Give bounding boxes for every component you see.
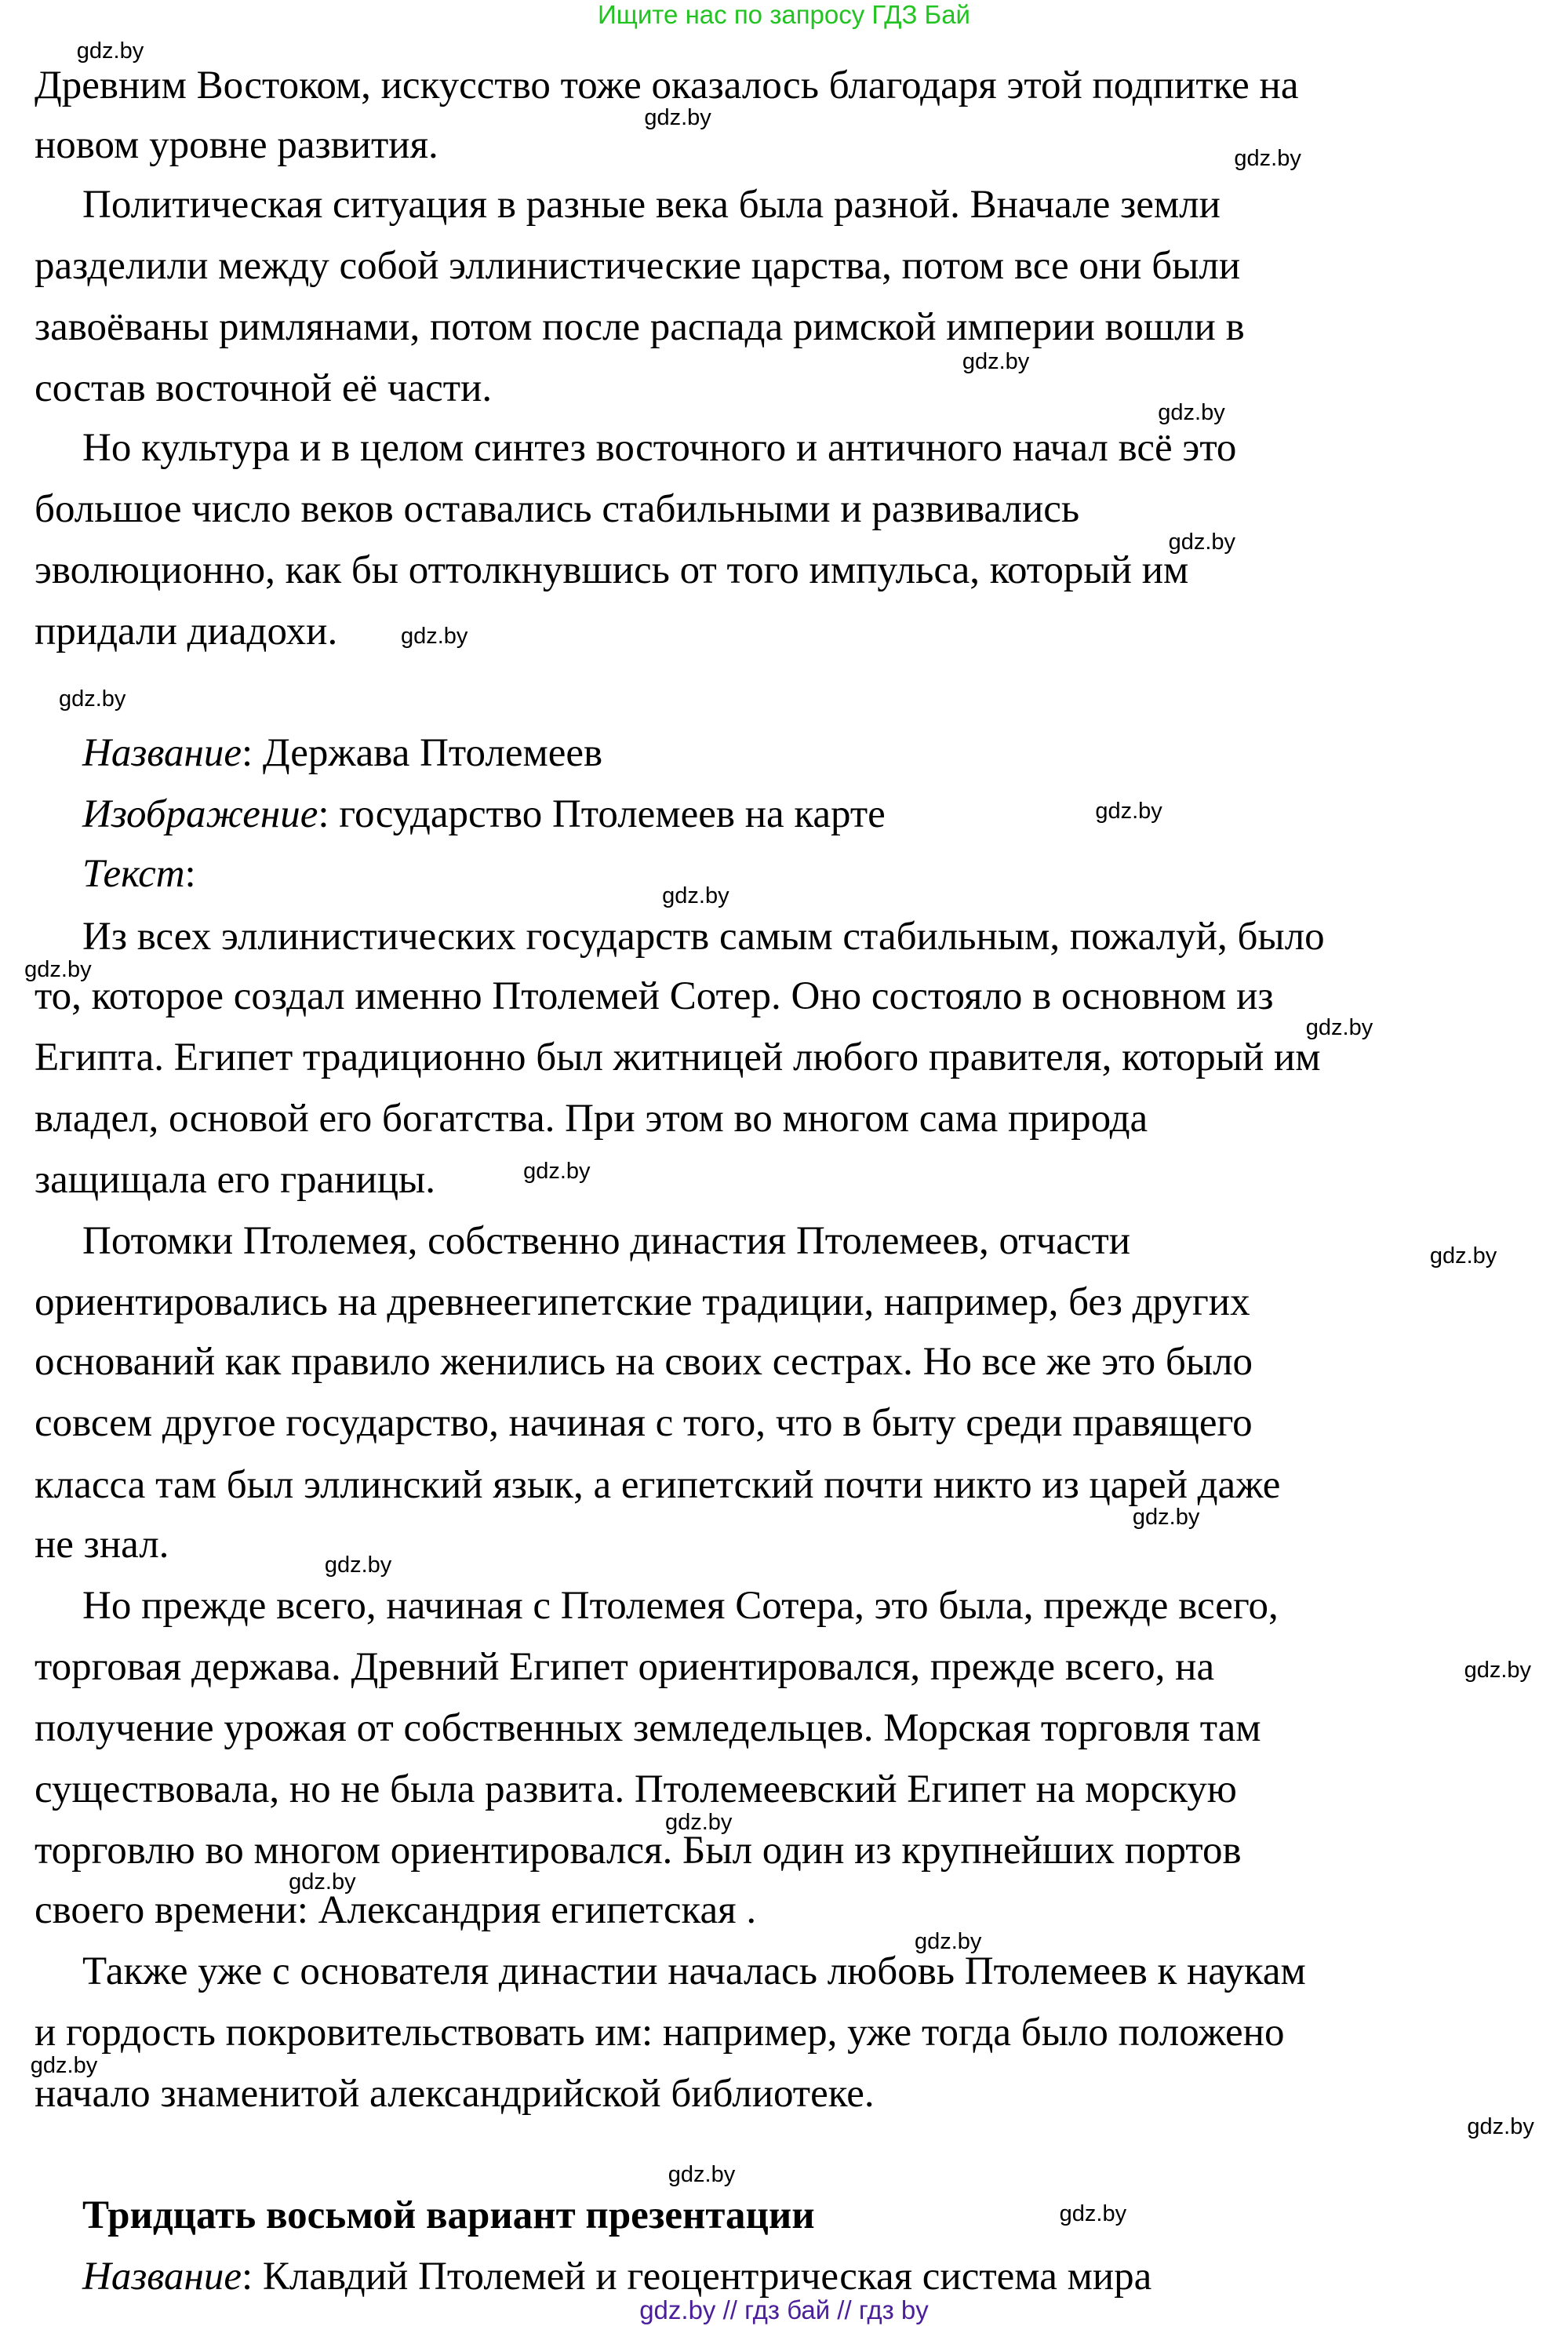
text-label: Текст [82,852,185,896]
watermark: gdz.by [1059,2200,1127,2226]
text-line: Но культура и в целом синтез восточного и античного начал всё это [82,426,1237,470]
text-line: Из всех эллинистических государств самым стабильным, пожалуй, было [82,915,1325,959]
text-line: получение урожая от собственных земледельцев. Морская торговля там [35,1706,1261,1750]
watermark: gdz.by [523,1158,591,1184]
text-line: придали диадохи. [35,610,338,653]
watermark: gdz.by [30,2053,98,2079]
watermark: gdz.by [644,105,711,131]
watermark: gdz.by [324,1552,392,1578]
text-line: Древним Востоком, искусство тоже оказалось благодаря этой подпитке на [35,64,1299,107]
text-line: большое число веков оставались стабильными и развивались [35,487,1080,531]
title-value: : Держава Птолемеев [241,731,603,775]
text-line: Политическая ситуация в разные века была разной. Вначале земли [82,183,1221,227]
text-line: существовала, но не была развита. Птолемеевский Египет на морскую [35,1767,1237,1811]
text-line: эволюционно, как бы оттолкнувшись от того импульса, который им [35,548,1189,592]
watermark: gdz.by [1429,1243,1497,1269]
text-line: своего времени: Александрия египетская . [35,1888,757,1932]
watermark: gdz.by [24,956,92,982]
text-line: Также уже с основателя династии началась любовь Птолемеев к наукам [82,1949,1306,1993]
watermark: gdz.by [1234,145,1301,171]
watermark: gdz.by [1095,798,1162,824]
watermark: gdz.by [962,348,1030,374]
watermark: gdz.by [58,686,126,712]
text-line: то, которое создал именно Птолемей Сотер. Оно состояло в основном из [35,974,1274,1018]
text-line: Но прежде всего, начиная с Птолемея Сотера, это была, прежде всего, [82,1584,1279,1628]
text-line: начало знаменитой александрийской библиотеке. [35,2072,875,2116]
watermark: gdz.by [1467,2114,1534,2140]
title-value: : Клавдий Птолемей и геоцентрическая система мира [241,2255,1152,2299]
watermark: gdz.by [1168,530,1236,555]
text-line: разделили между собой эллинистические царства, потом все они были [35,244,1241,288]
text-colon: : [184,852,196,896]
watermark: gdz.by [400,624,468,650]
text-line: защищала его границы. [35,1158,436,1202]
text-line: владел, основой его богатства. При этом во многом сама природа [35,1097,1148,1141]
watermark: gdz.by [662,883,729,909]
title-label: Название [82,2255,242,2299]
text-line: ориентировались на древнеегипетские традиции, например, без других [35,1280,1250,1324]
image-value: : государство Птолемеев на карте [318,792,886,836]
text-line: Потомки Птолемея, собственно династия Птолемеев, отчасти [82,1219,1131,1263]
text-line: класса там был эллинский язык, а египетский почти никто из царей даже [35,1463,1281,1507]
text-line: завоёваны римлянами, потом после распада римской империи вошли в [35,305,1245,349]
watermark: gdz.by [914,1929,982,1955]
text-line: оснований как правило женились на своих сестрах. Но все же это было [35,1340,1253,1384]
watermark: gdz.by [1305,1014,1373,1040]
text-line: состав восточной её части. [35,366,493,410]
footer-watermark: gdz.by // гдз бай // гдз by [639,2295,929,2324]
watermark: gdz.by [1464,1657,1532,1683]
text-line: не знал. [35,1523,169,1567]
slide-title-line [82,722,602,784]
slide-text-line [82,843,196,905]
watermark: gdz.by [1132,1505,1200,1531]
text-line: совсем другое государство, начиная с того, что в быту среди правящего [35,1401,1253,1445]
title-label: Название [82,731,242,775]
watermark: gdz.by [76,38,144,64]
slide-image-line [82,783,886,846]
watermark: gdz.by [289,1869,356,1895]
text-line: торговлю во многом ориентировался. Был один из крупнейших портов [35,1829,1242,1873]
watermark: gdz.by [668,2162,736,2188]
watermark: gdz.by [664,1809,733,1835]
image-label: Изображение [82,792,318,836]
section-heading: Тридцать восьмой вариант презентации [82,2193,815,2237]
search-banner: Ищите нас по запросу ГДЗ Бай [598,0,970,29]
text-line: новом уровне развития. [35,123,438,167]
text-line: торговая держава. Древний Египет ориентировался, прежде всего, на [35,1645,1215,1689]
text-line: и гордость покровительствовать им: например, уже тогда было положено [35,2011,1285,2055]
watermark: gdz.by [1158,399,1225,425]
text-line: Египта. Египет традиционно был житницей любого правителя, который им [35,1036,1321,1079]
